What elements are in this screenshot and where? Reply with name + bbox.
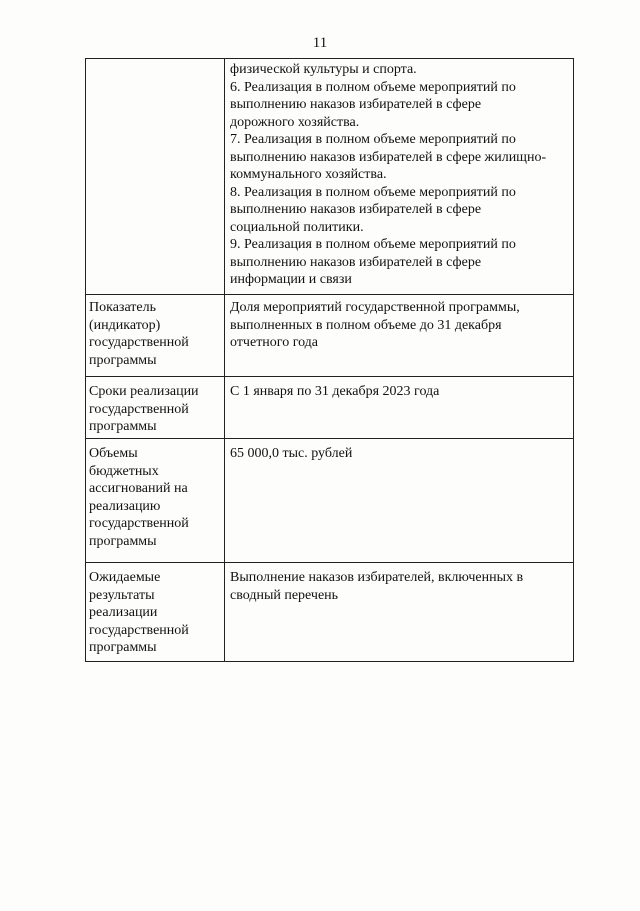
cell-label-line: государственной bbox=[89, 622, 189, 638]
cell-label-line: программы bbox=[89, 640, 157, 655]
cell-text-line: физической культуры и спорта. bbox=[230, 62, 417, 77]
table-cell-value bbox=[225, 295, 574, 377]
cell-text-line: 8. Реализация в полном объеме мероприятий по bbox=[230, 184, 516, 200]
cell-label-line: государственной bbox=[89, 335, 189, 350]
cell-text-line: 65 000,0 тыс. рублей bbox=[230, 446, 353, 461]
cell-label-line: Показатель bbox=[89, 300, 156, 315]
cell-label-line: государственной bbox=[89, 516, 189, 531]
cell-text-line: Выполнение наказов избирателей, включенных в bbox=[230, 570, 524, 585]
cell-text-line: коммунального хозяйства. bbox=[230, 167, 387, 182]
cell-label-line: программы bbox=[89, 352, 157, 368]
cell-text-line: С 1 января по 31 декабря 2023 года bbox=[230, 384, 440, 399]
program-passport-table bbox=[85, 58, 574, 662]
cell-text-line: информации и связи bbox=[230, 272, 352, 287]
table-row bbox=[86, 563, 574, 662]
table-cell-value bbox=[225, 377, 574, 439]
table-cell-label bbox=[86, 563, 225, 662]
table-cell-label bbox=[86, 59, 225, 295]
cell-text-line: 6. Реализация в полном объеме мероприятий по bbox=[230, 79, 516, 95]
table-row bbox=[86, 377, 574, 439]
cell-text-line: сводный перечень bbox=[230, 587, 339, 603]
page-number: 11 bbox=[312, 35, 328, 51]
table-cell-label bbox=[86, 439, 225, 563]
cell-text-line: 7. Реализация в полном объеме мероприятий по bbox=[230, 132, 516, 147]
table-cell-value bbox=[225, 59, 574, 295]
cell-text-line: социальной политики. bbox=[230, 219, 364, 235]
table-row bbox=[86, 439, 574, 563]
cell-label-line: Объемы bbox=[89, 446, 138, 461]
table-row bbox=[86, 59, 574, 295]
cell-text-line: выполнению наказов избирателей в сфере bbox=[230, 202, 482, 217]
table-row bbox=[86, 295, 574, 377]
cell-label-line: государственной bbox=[89, 401, 189, 417]
cell-label-line: результаты bbox=[89, 587, 155, 603]
cell-label-line: реализацию bbox=[89, 498, 161, 514]
table-cell-label bbox=[86, 377, 225, 439]
cell-label-line: программы bbox=[89, 533, 157, 549]
cell-label-line: Ожидаемые bbox=[89, 570, 161, 585]
cell-text-line: выполнению наказов избирателей в сфере bbox=[230, 97, 482, 112]
cell-text-line: выполненных в полном объеме до 31 декабря bbox=[230, 317, 502, 333]
cell-label-line: программы bbox=[89, 419, 157, 434]
cell-label-line: (индикатор) bbox=[89, 317, 161, 333]
cell-text-line: выполнению наказов избирателей в сфере жилищно- bbox=[230, 149, 547, 165]
cell-text-line: Доля мероприятий государственной программы, bbox=[230, 300, 520, 315]
cell-text-line: дорожного хозяйства. bbox=[230, 114, 360, 130]
cell-label-line: Сроки реализации bbox=[89, 384, 199, 399]
cell-label-line: бюджетных bbox=[89, 463, 159, 479]
cell-text-line: выполнению наказов избирателей в сфере bbox=[230, 254, 482, 270]
table-cell-value bbox=[225, 439, 574, 563]
table-cell-value bbox=[225, 563, 574, 662]
table-cell-label bbox=[86, 295, 225, 377]
cell-text-line: отчетного года bbox=[230, 335, 319, 350]
cell-text-line: 9. Реализация в полном объеме мероприятий по bbox=[230, 237, 516, 252]
cell-label-line: ассигнований на bbox=[89, 481, 188, 496]
cell-label-line: реализации bbox=[89, 605, 158, 620]
